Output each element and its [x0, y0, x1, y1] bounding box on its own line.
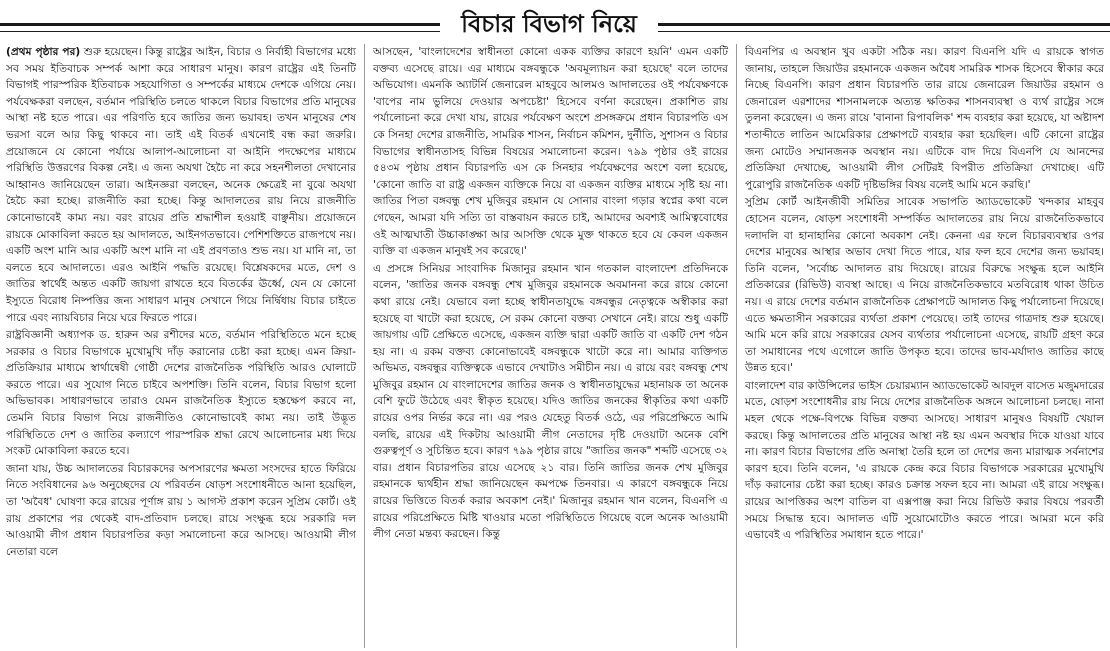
article-columns [6, 44, 1104, 648]
article-paragraph [6, 44, 356, 326]
article-paragraph: আসছেন, 'বাংলাদেশের স্বাধীনতা কোনো একক ব্যক্তির কারণে হয়নি' এমন একটি বক্তব্য এসেছে রায়ে। এর মাধ্যমে বঙ্গবন্ধুকে 'অবমূল্যায়ন করা হয়েছে' বলে তাদের অভিযোগ। এমনকি অ্যাটর্নি জেনারেল মাহবুবে আলমও আদালতের ওই পর্যবেক্ষণকে 'বাপের নাম ভুলিয়ে দেওয়ার অপচেষ্টা' হিসেবে বর্ণনা করেছেন। প্রকাশিত রায় পর্যালোচনা করে দেখা যায়, রায়ের পর্যবেক্ষণ অংশে প্রসঙ্গক্রমে প্রধান বিচারপতি এস কে সিনহা দেশের রাজনীতি, সামরিক শাসন, নির্বাচন কমিশন, দুর্নীতি, সুশাসন ও বিচার বিভাগের স্বাধীনতাসহ বিভিন্ন বিষয়ের সমালোচনা করেন। ৭৯৯ পৃষ্ঠার ওই রায়ের ৫৪৩ম পৃষ্ঠায় প্রধান বিচারপতি এস কে সিনহার পর্যবেক্ষণের অংশে বলা হয়েছে, 'কোনো জাতি বা রাষ্ট্র একজন ব্যক্তিকে নিয়ে বা একজন ব্যক্তির মাধ্যমে সৃষ্টি হয় না। জাতির পিতা বঙ্গবন্ধু শেখ মুজিবুর রহমান যে সোনার বাংলা গড়ার স্বপ্নের কথা বলে গেছেন, আমরা যদি সত্যি তা বাস্তবায়ন করতে চাই, আমাদের অবশ্যই আমিত্ববোধের ওই আত্মঘাতী উচ্চাকাঙ্ক্ষা আর আসক্তি থেকে মুক্ত থাকতে হবে যে কেবল একজন ব্যক্তি বা একজন মানুষই সব করেছে।' [373, 46, 728, 258]
article-column-3 [736, 44, 1104, 648]
paragraph-text: শুরু হয়েছেন। কিন্তু রাষ্ট্রের আইন, বিচার ও নির্বাহী বিভাগের মধ্যে সব সময় ইতিবাচক সম্পর্ক আশা করে সাধারণ মানুষ। কারণ রাষ্ট্রের এই তিনটি বিভাগই পারস্পরিক ইতিবাচক সহযোগিতা ও সম্পর্কের মাধ্যমে দেশকে এগিয়ে নেয়। পর্যবেক্ষকরা বলছেন, বর্তমান পরিস্থিতি চলতে থাকলে বিচার বিভাগের প্রতি মানুষের আস্থা নষ্ট হতে পারে। এর পরিণতি হবে জাতির জন্য ভয়াবহ। তখন মানুষের শেষ ভরসা বলে আর কিছু থাকবে না। তাই এই বিতর্ক এখনোই বন্ধ করা জরুরি। প্রয়োজনে যে কোনো পর্যায়ে আলাপ-আলোচনা বা আইনি পদক্ষেপের মাধ্যমে পরিস্থিতি উত্তরণের বিকল্প নেই। এ জন্য অযথা হৈচৈ না করে সহনশীলতা দেখানোর আহ্বানও জানিয়েছেন তারা। আইনজ্ঞরা বলছেন, অনেক ক্ষেত্রেই না বুঝে অযথা হৈচৈ করা হচ্ছে। রাজনীতি করা হচ্ছে। কিন্তু আদালতের রায় নিয়ে রাজনীতি কোনোভাবেই কাম্য নয়। বরং রায়ের প্রতি শ্রদ্ধাশীল হওয়াই বাঞ্ছনীয়। প্রয়োজনে রায়কে মোকাবিলা করতে হয় আদালতে, আইনগতভাবে। পেশিশক্তিতে রাজপথে নয়। একটি অংশ মানি আর একটি অংশ মানি না এই প্রবণতাও শুভ নয়। যা মানি না, তা বলতে হবে আদালতে। এরও আইনি পদ্ধতি রয়েছে। বিশ্লেষকদের মতে, দেশ ও জাতির স্বার্থেই অন্তত একটি জায়গা রাখতে হবে বিতর্কের ঊর্ধ্বে, যেন যে কোনো ইস্যুতে বিরোধ নিষ্পত্তির জন্য সাধারণ মানুষ সেখানে গিয়ে নির্দ্বিধায় বিচার চাইতে পারে এবং ন্যায়বিচার নিয়ে ঘরে ফিরতে পারে। [6, 46, 356, 324]
article-paragraph: এ প্রসঙ্গে সিনিয়র সাংবাদিক মিজানুর রহমান খান গতকাল বাংলাদেশ প্রতিদিনকে বলেন, 'জাতির জনক বঙ্গবন্ধু শেখ মুজিবুর রহমানকে অবমাননা করে রায়ে কোনো কথা রায়ে নেই। যেভাবে বলা হচ্ছে স্বাধীনতাযুদ্ধে বঙ্গবন্ধুর নেতৃত্বকে অস্বীকার করা হয়েছে বা খাটো করা হয়েছে, সে রকম কোনো বক্তব্য সেখানে নেই। রায়ে শুধু একটি জায়গায় এটি প্রেক্ষিতে এসেছে, একজন ব্যক্তি দ্বারা একটি জাতি বা একটি দেশ গঠন হয় না। এ রকম বক্তব্য কোনোভাবেই বঙ্গবন্ধুকে খাটো করে না। আমার ব্যক্তিগত অভিমত, বঙ্গবন্ধুর ব্যক্তিত্বকে এভাবে দেখাটাও সমীচীন নয়। এ রায়ে বরং বঙ্গবন্ধু শেখ মুজিবুর রহমান যে বাংলাদেশের জাতির জনক ও স্বাধীনতাযুদ্ধের মহানায়ক তা অনেক বেশি ফুটে উঠেছে এবং স্বীকৃত হয়েছে। যদিও জাতির জনকের স্বীকৃতির কথা একটি রায়ের ওপর নির্ভর করে না। এর পরও যেহেতু বিতর্ক ওঠে, এর পরিপ্রেক্ষিতে আমি বলছি, রায়ের এই দিকটায় আওয়ামী লীগ নেতাদের দৃষ্টি দেওয়াটা অনেক বেশি গুরুত্বপূর্ণ ও সুচিন্তিত হবে। কারণ ৭৯৯ পৃষ্ঠার রায়ে "জাতির জনক" শব্দটি এসেছে ৩২ বার। প্রধান বিচারপতির রায়ে এসেছে ২১ বার। তিনি জাতির জনক শেখ মুজিবুর রহমানকে দ্ব্যর্থহীন শ্রদ্ধা জানিয়েছেন কমপক্ষে তিনবার। এ কারণে বঙ্গবন্ধুকে নিয়ে রায়ের ভিত্তিতে বিতর্ক করার অবকাশ নেই।' মিজানুর রহমান খান বলেন, বিএনপি এ রায়ের পরিপ্রেক্ষিতে মিষ্টি খাওয়ার মতো পরিস্থিতিতে গিয়েছে বলে অনেক আওয়ামী লীগ নেতা মন্তব্য করছেন। কিন্তু [373, 262, 728, 541]
headline-rule-left [0, 23, 440, 26]
article-paragraph: রাষ্ট্রবিজ্ঞানী অধ্যাপক ড. হারুন অর রশীদের মতে, বর্তমান পরিস্থিতিতে মনে হচ্ছে সরকার ও বিচার বিভাগকে মুখোমুখি দাঁড় করানোর চেষ্টা করা হচ্ছে। এমন ক্রিয়া-প্রতিক্রিয়ার মাধ্যমে স্বার্থান্বেষী গোষ্ঠী দেশের রাজনৈতিক পরিস্থিতি আরও ঘোলাটে করতে পারে। এর সুযোগ নিতে চাইবে অপশক্তি। তিনি বলেন, বিচার বিভাগ হলো অভিভাবক। সাধারণভাবে তারাও যেমন রাজনৈতিক ইস্যুতে হস্তক্ষেপ করবে না, তেমনি বিচার বিভাগ নিয়ে রাজনীতিও কোনোভাবেই কাম্য নয়। তাই উদ্ভূত পরিস্থিতিতে দেশ ও জাতির কল্যাণে পারস্পরিক শ্রদ্ধা রেখে আলোচনার মধ্য দিয়ে সংকট মোকাবিলা করতে হবে। [6, 329, 356, 458]
article-headline: বিচার বিভাগ নিয়ে [461, 9, 637, 38]
headline-rule-left-thin [0, 31, 440, 32]
continuation-label: (প্রথম পৃষ্ঠার পর) [6, 46, 81, 58]
article-column-1 [6, 44, 364, 648]
article-paragraph: সুপ্রিম কোর্ট আইনজীবী সমিতির সাবেক সভাপতি অ্যাডভোকেট খন্দকার মাহবুব হোসেন বলেন, ষোড়শ সংশোধনী সম্পর্কিত আদালতের রায় নিয়ে রাজনৈতিকভাবে দলাদলি বা হানাহানির কোনো অবকাশ নেই। কেননা এর ফলে বিচারব্যবস্থার ওপর দেশের মানুষের আস্থার অভাব দেখা দিতে পারে, যার ফল হবে দেশের জন্য ভয়াবহ। তিনি বলেন, 'সর্বোচ্চ আদালত রায় দিয়েছে। রায়ের বিরুদ্ধে সংক্ষুব্ধ হলে আইনি প্রতিকারের (রিভিউ) ব্যবস্থা আছে। এ নিয়ে রাজনৈতিকভাবে মতবিরোধ থাকা উচিত নয়। এ রায়ে দেশের বর্তমান রাজনৈতিক প্রেক্ষাপটে আদালত কিছু পর্যালোচনা দিয়েছে। এতে ক্ষমতাসীন সরকারের ব্যর্থতা প্রকাশ পেয়েছে। তাই তাদের গাত্রদাহ শুরু হয়েছে। আমি মনে করি রায়ে সরকারের যেসব ব্যর্থতার পর্যালোচনা এসেছে, রায়টি গ্রহণ করে তা সমাধানের পথে এগোলে জাতি উপকৃত হবে। তাদের ভাব-মর্যাদাও জাতির কাছে উন্নত হবে।' [745, 196, 1104, 375]
article-column-2 [364, 44, 736, 648]
headline-rule-right-thin [658, 31, 1110, 32]
headline-rule-right [658, 23, 1110, 26]
article-paragraph: বাংলাদেশ বার কাউন্সিলের ভাইস চেয়ারম্যান অ্যাডভোকেট আবদুল বাসেত মজুমদারের মতে, ষোড়শ সংশোধনীর রায় নিয়ে দেশের রাজনৈতিক অঙ্গনে আলোচনা চলছে। নানা মহল থেকে পক্ষে-বিপক্ষে বিভিন্ন বক্তব্য আসছে। সাধারণ মানুষও বিষয়টি খেয়াল করছে। কিন্তু আদালতের প্রতি মানুষের আস্থা নষ্ট হয় এমন অবস্থার দিকে যাওয়া যাবে না। কারণ বিচার বিভাগের প্রতি অনাস্থা তৈরি হলে তা দেশের জন্য মারাত্মক সর্বনাশের কারণ হবে। তিনি বলেন, 'এ রায়কে কেন্দ্র করে বিচার বিভাগকে সরকারের মুখোমুখি দাঁড় করানোর চেষ্টা করা হচ্ছে। কারও চক্রান্ত সফল হবে না। আমরা এই রায়ে সংক্ষুব্ধ। রায়ের আপত্তিকর অংশ বাতিল বা এক্সপাঞ্জ করা নিয়ে রিভিউ করার বিষয়ে পরবর্তী সময়ে সিদ্ধান্ত হবে। আদালত এটি সুয়োমোটোও করতে পারে। আমরা মনে করি এভাবেই এ পরিস্থিতির সমাধান হতে পারে।' [745, 379, 1104, 542]
article-paragraph: জানা যায়, উচ্চ আদালতের বিচারকদের অপসারণের ক্ষমতা সংসদের হাতে ফিরিয়ে নিতে সংবিধানের ৯৬ অনুচ্ছেদের যে পরিবর্তন ষোড়শ সংশোধনীতে আনা হয়েছিল, তা 'অবৈধ' ঘোষণা করে রায়ের পূর্ণাঙ্গ রায় ১ আগস্ট প্রকাশ করেন সুপ্রিম কোর্ট। ওই রায় প্রকাশের পর থেকেই বাদ-প্রতিবাদ চলছে। রায়ে সংক্ষুব্ধ হয়ে সরকারি দল আওয়ামী লীগ প্রধান বিচারপতির কড়া সমালোচনা করে আসছে। আওয়ামী লীগ নেতারা বলে [6, 462, 356, 558]
article-paragraph: বিএনপির এ অবস্থান খুব একটা সঠিক নয়। কারণ বিএনপি যদি এ রায়কে স্বাগত জানায়, তাহলে জিয়াউর রহমানকে একজন অবৈধ সামরিক শাসক হিসেবে স্বীকার করে নিচ্ছে বিএনপি। কারণ প্রধান বিচারপতি তার রায়ে জেনারেল জিয়াউর রহমান ও জেনারেল এরশাদের শাসনামলকে অত্যন্ত ক্ষতিকর শাসনব্যবস্থা ও ব্যর্থ রাষ্ট্রের সঙ্গে তুলনা করেছেন। এ জন্য রায়ে 'বানানা রিপাবলিক' শব্দ ব্যবহার করা হয়েছে, যা অষ্টাদশ শতাব্দীতে লাতিন আমেরিকার প্রেক্ষাপটে ব্যবহার করা হয়েছিল। এটি কোনো রাষ্ট্রের জন্য মোটেও সম্মানজনক অবস্থান নয়। এটিকে বাদ দিয়ে বিএনপি যে আনন্দের প্রতিক্রিয়া দেখাচ্ছে, আওয়ামী লীগ সেটিরই বিপরীত প্রতিক্রিয়া দেখাচ্ছে। এটি পুরোপুরি রাজনৈতিক একটি দৃষ্টিভঙ্গির বিষয় বলেই আমি মনে করছি।' [745, 46, 1104, 191]
